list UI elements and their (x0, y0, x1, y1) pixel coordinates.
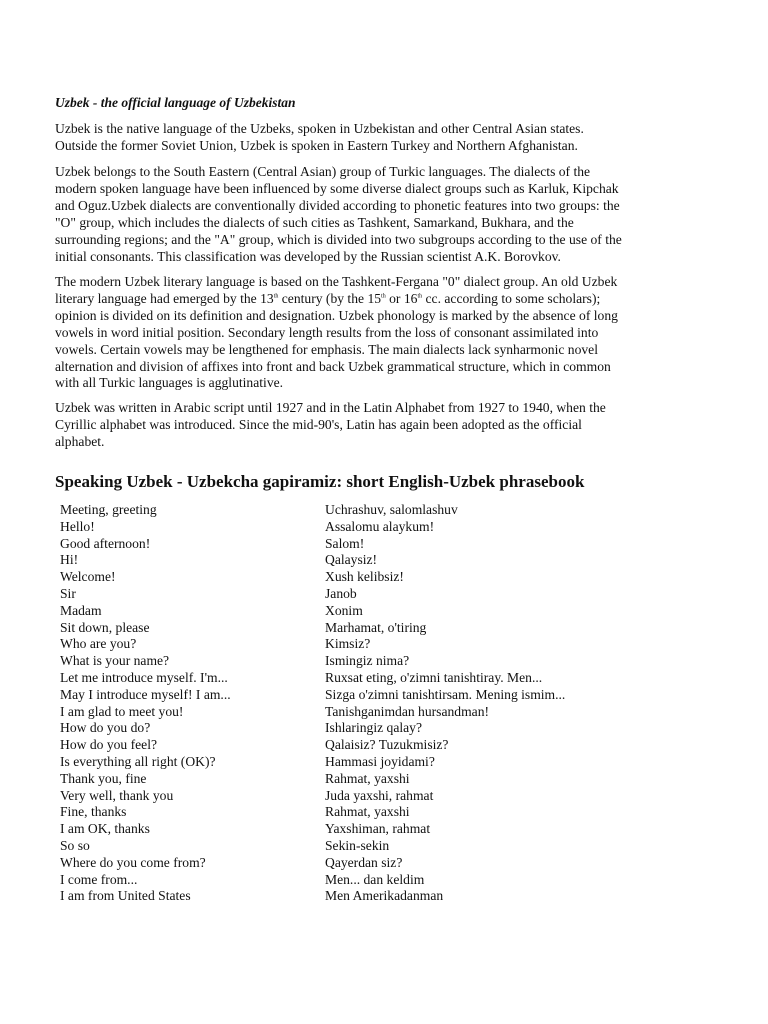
phrase-uzbek: Xush kelibsiz! (325, 569, 404, 585)
phrase-uzbek: Qalaisiz? Tuzukmisiz? (325, 737, 449, 753)
phrase-english: Where do you come from? (60, 854, 206, 870)
phrase-english: Who are you? (60, 636, 137, 652)
paragraph-intro (55, 121, 705, 155)
phrase-uzbek: Qayerdan siz? (325, 854, 403, 870)
phrase-english: I am from United States (60, 888, 191, 904)
phrase-english: Sir (60, 585, 76, 601)
phrase-uzbek: Yaxshiman, rahmat (325, 821, 431, 837)
paragraph-line: Cyrillic alphabet was introduced. Since the mid-90's, Latin has again been adopted as the official (55, 416, 582, 432)
phrase-uzbek: Rahmat, yaxshi (325, 804, 410, 820)
phrase-row (60, 821, 700, 838)
phrase-uzbek: Qalaysiz! (325, 552, 378, 568)
phrase-row (60, 771, 700, 788)
phrase-uzbek: Kimsiz? (325, 636, 371, 652)
phrase-uzbek: Ishlaringiz qalay? (325, 720, 423, 736)
phrase-uzbek: Uchrashuv, salomlashuv (325, 502, 458, 517)
phrase-row (60, 536, 700, 553)
paragraph-line: alternation and division of affixes into front and back Uzbek grammatical structure, which in common (55, 358, 611, 374)
phrase-row (60, 653, 700, 670)
phrase-uzbek: Men... dan keldim (325, 871, 425, 887)
phrase-row (60, 502, 700, 519)
phrase-english: I am OK, thanks (60, 821, 150, 837)
phrase-english: Good afternoon! (60, 535, 151, 551)
paragraph-line: initial consonants. This classification was developed by the Russian scientist A.K. Borovkov. (55, 248, 561, 264)
line-text: literary language had emerged by the 13 (55, 290, 274, 306)
phrase-uzbek: Ismingiz nima? (325, 653, 410, 669)
paragraph-line: opinion is divided on its definition and designation. Uzbek phonology is marked by the absence of long (55, 307, 618, 323)
phrase-uzbek: Ruxsat eting, o'zimni tanishtiray. Men... (325, 669, 543, 685)
phrase-english: How do you feel? (60, 737, 158, 753)
phrase-english: I am glad to meet you! (60, 703, 184, 719)
phrase-row (60, 872, 700, 889)
phrase-english: Madam (60, 602, 102, 618)
paragraph-line: Uzbek is the native language of the Uzbeks, spoken in Uzbekistan and other Central Asian states. (55, 121, 584, 136)
paragraph-line: alphabet. (55, 433, 105, 449)
phrase-english: What is your name? (60, 653, 170, 669)
phrase-row (60, 804, 700, 821)
paragraph-line (55, 291, 705, 308)
phrase-english: So so (60, 837, 90, 853)
paragraph-line: vowels in word initial position. Secondary length results from the loss of consonant assimilated into (55, 324, 599, 340)
phrase-uzbek: Hammasi joyidami? (325, 753, 435, 769)
phrase-english: Hi! (60, 552, 79, 568)
phrase-uzbek: Juda yaxshi, rahmat (325, 787, 434, 803)
phrase-english: Hello! (60, 518, 95, 534)
phrase-english: Fine, thanks (60, 804, 127, 820)
phrase-english: Meeting, greeting (60, 502, 157, 517)
phrase-row (60, 552, 700, 569)
phrase-row (60, 754, 700, 771)
paragraph-classification (55, 164, 705, 265)
paragraph-line: and Oguz.Uzbek dialects are conventionally divided according to phonetic features into two groups: the (55, 197, 620, 213)
phrase-row (60, 603, 700, 620)
phrase-row (60, 687, 700, 704)
phrase-english: I come from... (60, 871, 138, 887)
phrase-row (60, 586, 700, 603)
phrase-uzbek: Assalomu alaykum! (325, 518, 435, 534)
phrase-english: Let me introduce myself. I'm... (60, 669, 228, 685)
phrase-english: Is everything all right (OK)? (60, 753, 216, 769)
line-text: or 16 (385, 290, 418, 306)
phrase-row (60, 704, 700, 721)
phrase-row (60, 620, 700, 637)
ordinal-superscript: th (417, 293, 423, 300)
phrase-uzbek: Janob (325, 585, 357, 601)
phrase-row (60, 888, 700, 905)
paragraph-line: Uzbek belongs to the South Eastern (Central Asian) group of Turkic languages. The dialects of the (55, 164, 591, 179)
paragraph-line: vowels. Certain vowels may be lengthened for emphasis. The main dialects lack synharmonic novel (55, 341, 598, 357)
paragraph-line: with all Turkic languages is agglutinative. (55, 375, 284, 391)
phrase-row (60, 636, 700, 653)
phrase-uzbek: Salom! (325, 535, 365, 551)
line-text: century (by the 15 (278, 290, 382, 306)
phrase-row (60, 720, 700, 737)
paragraph-line: The modern Uzbek literary language is based on the Tashkent-Fergana "0" dialect group. An old Uzbek (55, 274, 618, 289)
phrasebook-table (60, 502, 700, 905)
phrase-uzbek: Marhamat, o'tiring (325, 619, 427, 635)
paragraph-line: Outside the former Soviet Union, Uzbek is spoken in Eastern Turkey and Northern Afghanistan. (55, 137, 578, 153)
paragraph-line: "O" group, which includes the dialects of such cities as Tashkent, Samarkand, Bukhara, and the (55, 214, 574, 230)
phrase-row (60, 519, 700, 536)
ordinal-superscript: th (381, 293, 386, 300)
phrase-row (60, 737, 700, 754)
phrase-uzbek: Sizga o'zimni tanishtirsam. Mening ismim... (325, 686, 566, 702)
phrase-row (60, 788, 700, 805)
phrase-row (60, 838, 700, 855)
phrase-row (60, 855, 700, 872)
phrase-english: How do you do? (60, 720, 151, 736)
phrase-uzbek: Xonim (325, 602, 363, 618)
phrase-uzbek: Men Amerikadanman (325, 888, 444, 904)
section-heading: Speaking Uzbek - Uzbekcha gapiramiz: short English-Uzbek phrasebook (55, 472, 585, 491)
phrase-uzbek: Rahmat, yaxshi (325, 770, 410, 786)
line-text: cc. according to some scholars); (422, 290, 601, 306)
document-title: Uzbek - the official language of Uzbekistan (55, 95, 296, 110)
phrase-row (60, 569, 700, 586)
phrase-uzbek: Tanishganimdan hursandman! (325, 703, 490, 719)
paragraph-writing-system (55, 400, 705, 451)
phrase-english: Welcome! (60, 569, 116, 585)
phrase-english: Thank you, fine (60, 770, 147, 786)
paragraph-line: modern spoken language have been influenced by some diverse dialect groups such as Karluk, Kipchak (55, 180, 619, 196)
phrase-english: Sit down, please (60, 619, 150, 635)
paragraph-literary-language (55, 274, 705, 392)
phrase-uzbek: Sekin-sekin (325, 837, 390, 853)
phrase-english: May I introduce myself! I am... (60, 686, 231, 702)
paragraph-line: Uzbek was written in Arabic script until 1927 and in the Latin Alphabet from 1927 to 1940, when the (55, 400, 606, 415)
ordinal-superscript: th (273, 293, 279, 300)
phrase-english: Very well, thank you (60, 787, 174, 803)
phrase-row (60, 670, 700, 687)
paragraph-line: surrounding regions; and the "A" group, which is divided into two subgroups according to the use of the (55, 231, 622, 247)
